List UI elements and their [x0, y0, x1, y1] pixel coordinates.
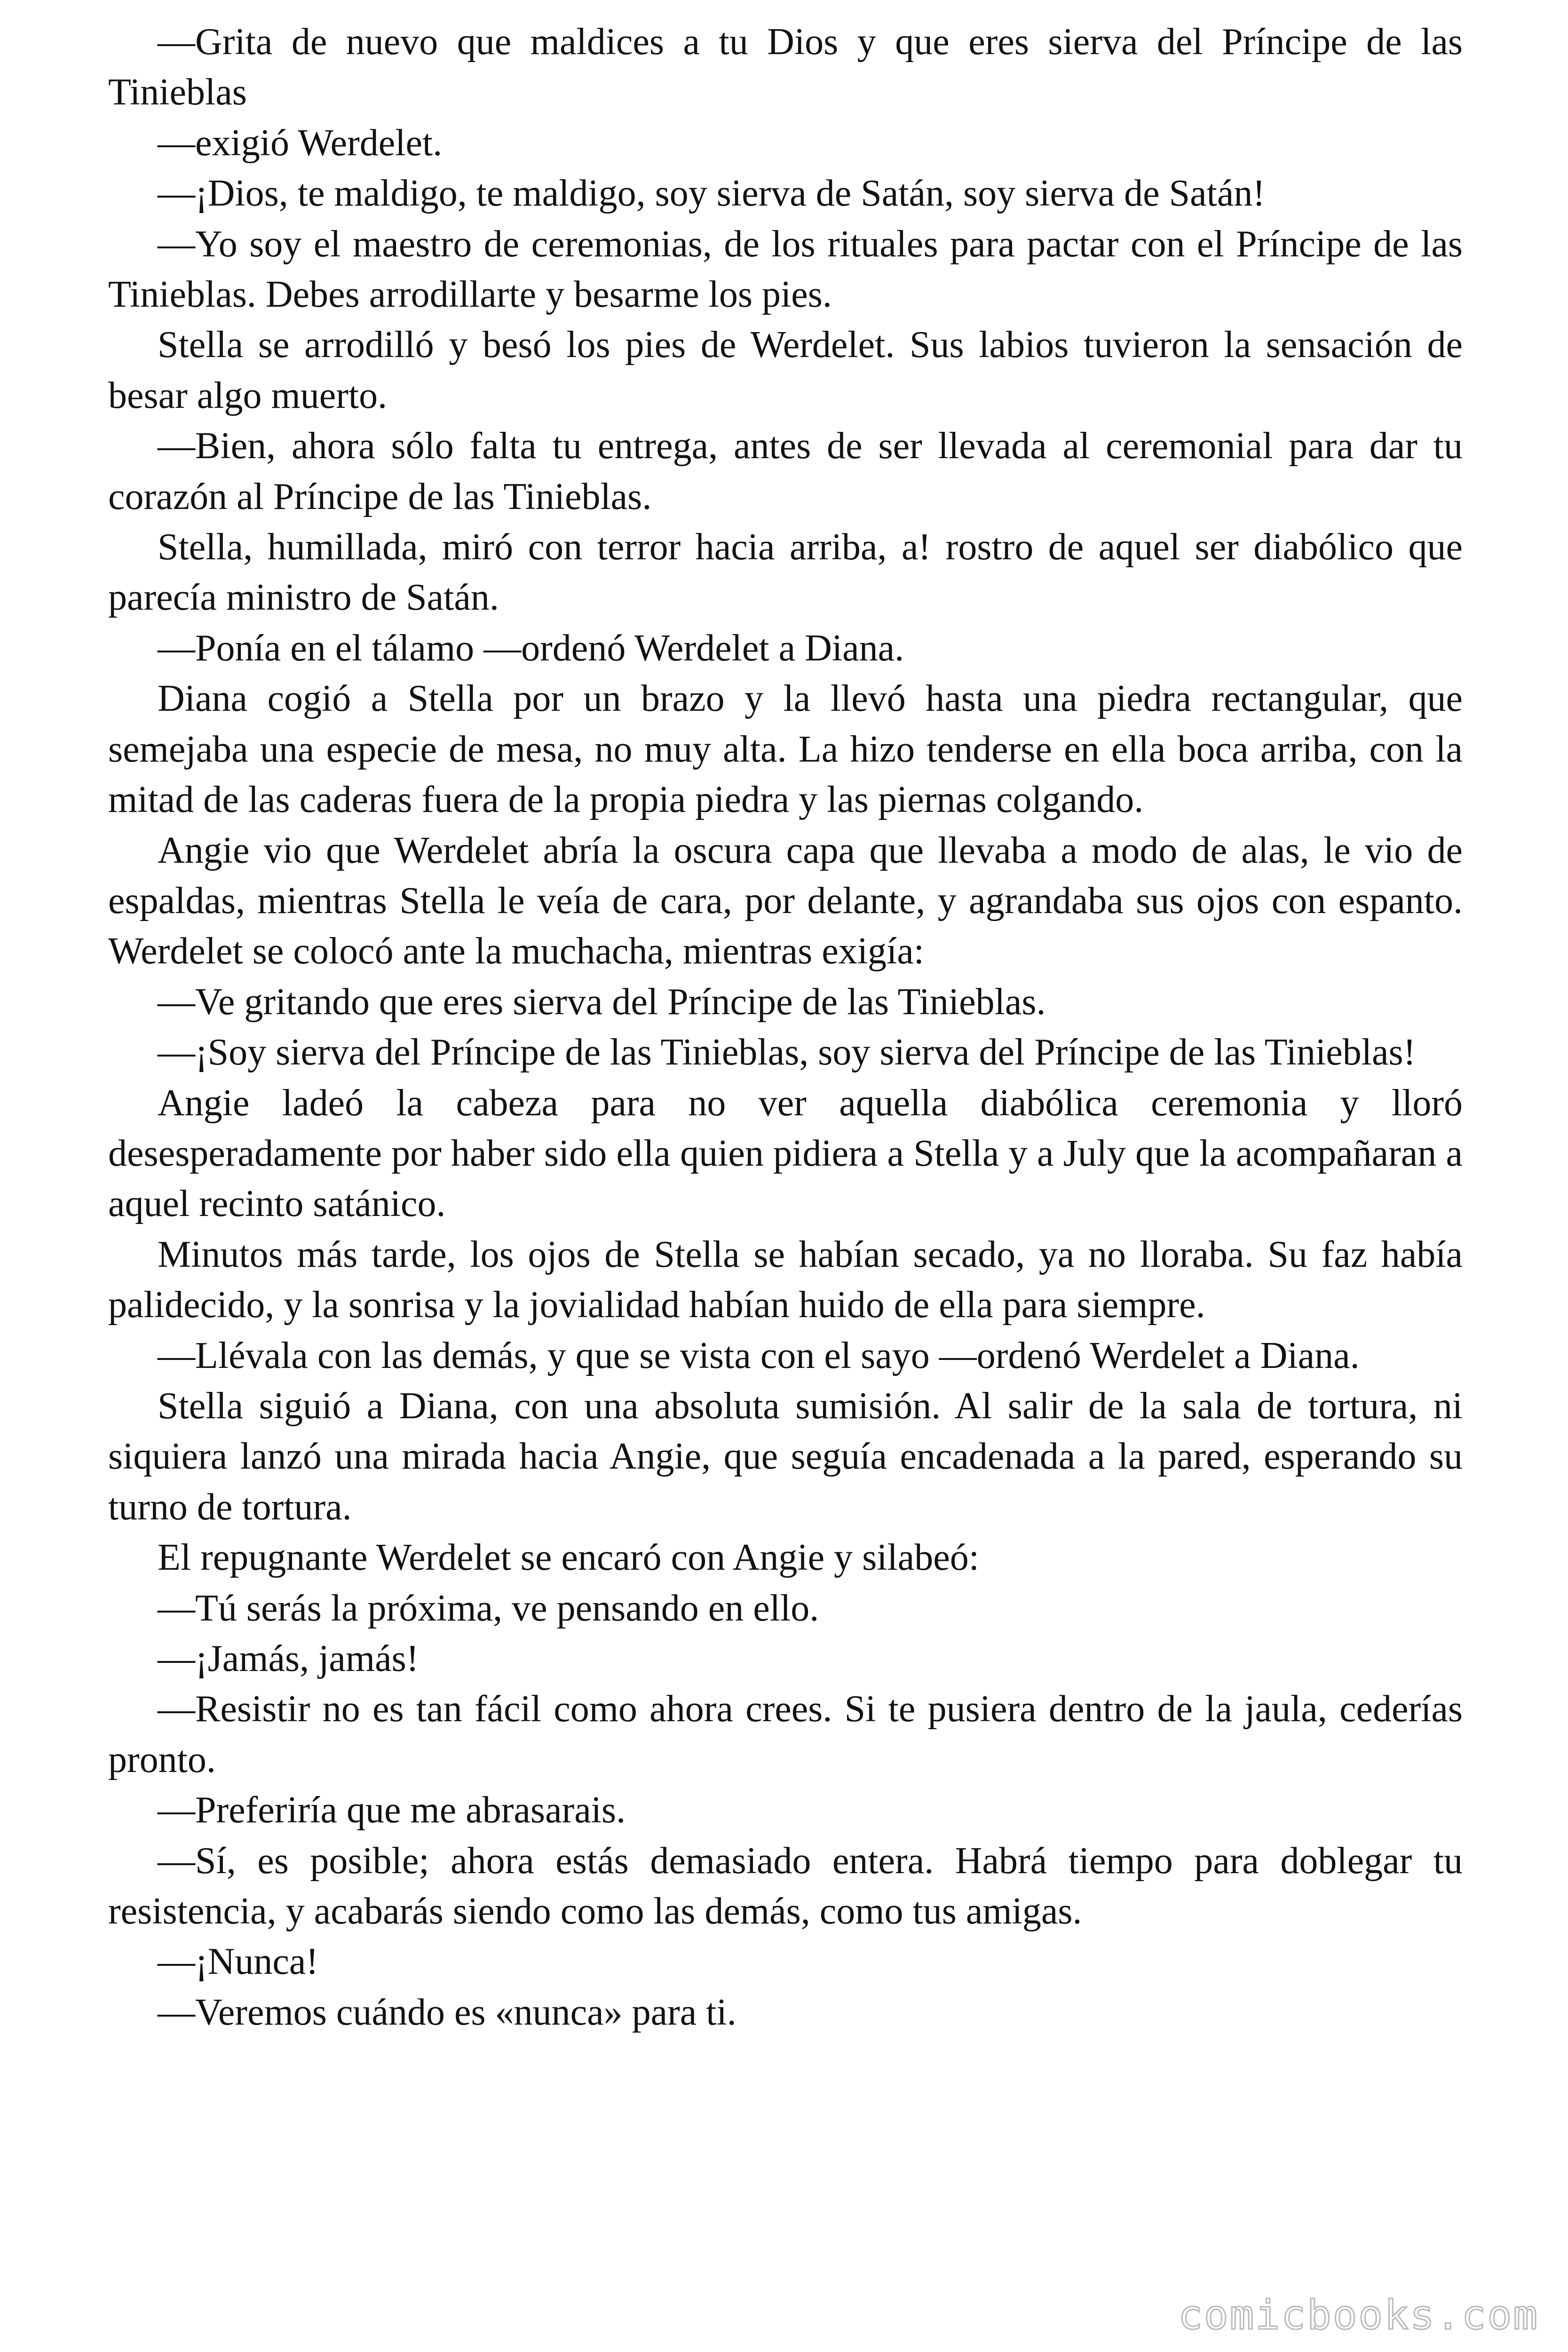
paragraph: El repugnante Werdelet se encaró con Angie y silabeó: — [158, 1537, 979, 1579]
paragraph: Stella se arrodilló y besó los pies de Werdelet. Sus labios tuvieron la sensación de besar algo muerto. — [108, 324, 1463, 416]
paragraph: —¡Dios, te maldigo, te maldigo, soy sierva de Satán, soy sierva de Satán! — [158, 173, 1266, 215]
paragraph: —Grita de nuevo que maldices a tu Dios y que eres sierva del Príncipe de las Tinieblas — [108, 21, 1463, 113]
paragraph: —Ve gritando que eres sierva del Príncipe de las Tinieblas. — [158, 981, 1046, 1023]
page-body — [108, 17, 1463, 2038]
paragraph: —Preferiría que me abrasarais. — [158, 1789, 626, 1831]
paragraph: —Sí, es posible; ahora estás demasiado entera. Habrá tiempo para doblegar tu resistencia, y acabarás siendo como las demás, como tus amigas. — [108, 1840, 1463, 1932]
paragraph: —Tú serás la próxima, ve pensando en ello. — [158, 1587, 819, 1629]
paragraph: Stella, humillada, miró con terror hacia arriba, a! rostro de aquel ser diabólico que parecía ministro de Satán. — [108, 526, 1463, 619]
paragraph: Angie vio que Werdelet abría la oscura capa que llevaba a modo de alas, le vio de espaldas, mientras Stella le veía de cara, por delante, y agrandaba sus ojos con espanto. Werdelet se colocó ante la muchacha, mientras exigía: — [108, 829, 1463, 972]
paragraph: —exigió Werdelet. — [158, 122, 443, 164]
paragraph: —Ponía en el tálamo —ordenó Werdelet a Diana. — [158, 627, 904, 669]
paragraph: —¡Jamás, jamás! — [158, 1638, 419, 1679]
paragraph: —Resistir no es tan fácil como ahora crees. Si te pusiera dentro de la jaula, cederías pronto. — [108, 1688, 1463, 1780]
paragraph: —Llévala con las demás, y que se vista con el sayo —ordenó Werdelet a Diana. — [158, 1335, 1360, 1376]
paragraph: Stella siguió a Diana, con una absoluta sumisión. Al salir de la sala de tortura, ni siquiera lanzó una mirada hacia Angie, que seguía encadenada a la pared, esperando su turno de tortura. — [108, 1385, 1463, 1528]
paragraph: —¡Soy sierva del Príncipe de las Tinieblas, soy sierva del Príncipe de las Tinieblas! — [158, 1032, 1416, 1073]
paragraph: —¡Nunca! — [158, 1941, 319, 1983]
paragraph: —Yo soy el maestro de ceremonias, de los rituales para pactar con el Príncipe de las Tinieblas. Debes arrodillarte y besarme los pies. — [108, 223, 1463, 316]
paragraph: Minutos más tarde, los ojos de Stella se habían secado, ya no lloraba. Su faz había palidecido, y la sonrisa y la jovialidad habían huido de ella para siempre. — [108, 1233, 1463, 1326]
paragraph: —Bien, ahora sólo falta tu entrega, antes de ser llevada al ceremonial para dar tu corazón al Príncipe de las Tinieblas. — [108, 425, 1463, 517]
paragraph: Angie ladeó la cabeza para no ver aquella diabólica ceremonia y lloró desesperadamente por haber sido ella quien pidiera a Stella y a July que la acompañaran a aquel recinto satánico. — [108, 1082, 1463, 1225]
paragraph: Diana cogió a Stella por un brazo y la llevó hasta una piedra rectangular, que semejaba una especie de mesa, no muy alta. La hizo tenderse en ella boca arriba, con la mitad de las caderas fuera de la propia piedra y las piernas colgando. — [108, 678, 1463, 821]
paragraph: —Veremos cuándo es «nunca» para ti. — [158, 1991, 736, 2033]
watermark: comicbooks.com — [1178, 2292, 1539, 2339]
